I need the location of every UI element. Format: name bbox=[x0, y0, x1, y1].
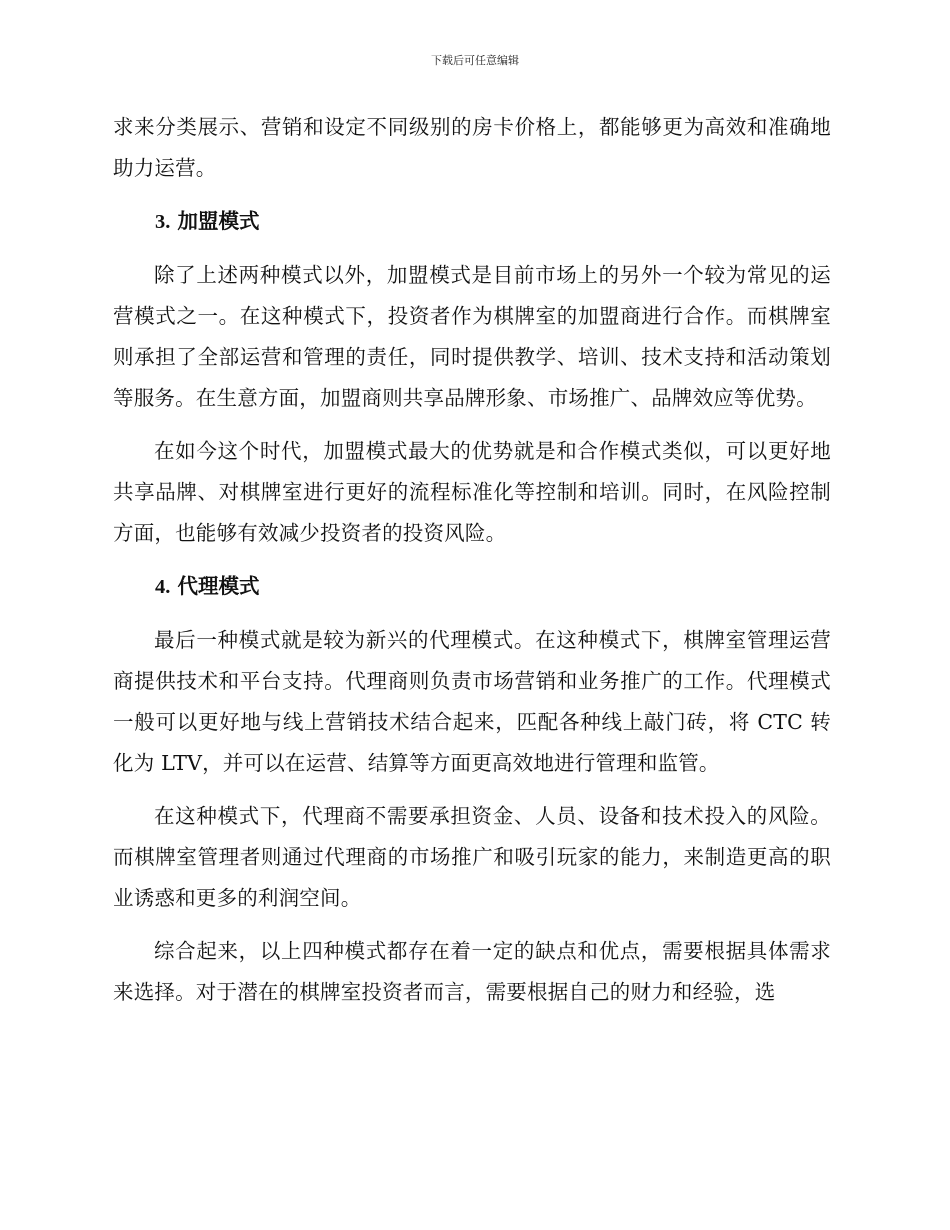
paragraph: 综合起来，以上四种模式都存在着一定的缺点和优点，需要根据具体需求来选择。对于潜在的棋牌室投资者而言，需要根据自己的财力和经验，选 bbox=[113, 939, 831, 1004]
section-heading-4 bbox=[113, 566, 831, 608]
section-title: 代理模式 bbox=[177, 574, 260, 598]
section-heading-3 bbox=[113, 201, 831, 243]
section-number: 4. bbox=[155, 576, 171, 598]
paragraph: 在这种模式下，代理商不需要承担资金、人员、设备和技术投入的风险。而棋牌室管理者则通过代理商的市场推广和吸引玩家的能力，来制造更高的职业诱惑和更多的利润空间。 bbox=[113, 804, 831, 910]
paragraph-continued: 求来分类展示、营销和设定不同级别的房卡价格上，都能够更为高效和准确地助力运营。 bbox=[113, 115, 831, 180]
document-body bbox=[113, 107, 831, 1025]
page-header: 下载后可任意编辑 bbox=[431, 54, 519, 67]
paragraph: 在如今这个时代，加盟模式最大的优势就是和合作模式类似，可以更好地共享品牌、对棋牌室进行更好的流程标准化等控制和培训。同时，在风险控制方面，也能够有效减少投资者的投资风险。 bbox=[113, 439, 831, 545]
paragraph: 最后一种模式就是较为新兴的代理模式。在这种模式下，棋牌室管理运营商提供技术和平台支持。代理商则负责市场营销和业务推广的工作。代理模式一般可以更好地与线上营销技术结合起来，匹配各种线上敲门砖，将 CTC 转化为 LTV，并可以在运营、结算等方面更高效地进行管理和监管。 bbox=[113, 628, 831, 775]
section-number: 3. bbox=[155, 211, 171, 233]
section-title: 加盟模式 bbox=[177, 209, 260, 233]
paragraph: 除了上述两种模式以外，加盟模式是目前市场上的另外一个较为常见的运营模式之一。在这种模式下，投资者作为棋牌室的加盟商进行合作。而棋牌室则承担了全部运营和管理的责任，同时提供教学、培训、技术支持和活动策划等服务。在生意方面，加盟商则共享品牌形象、市场推广、品牌效应等优势。 bbox=[113, 263, 831, 410]
